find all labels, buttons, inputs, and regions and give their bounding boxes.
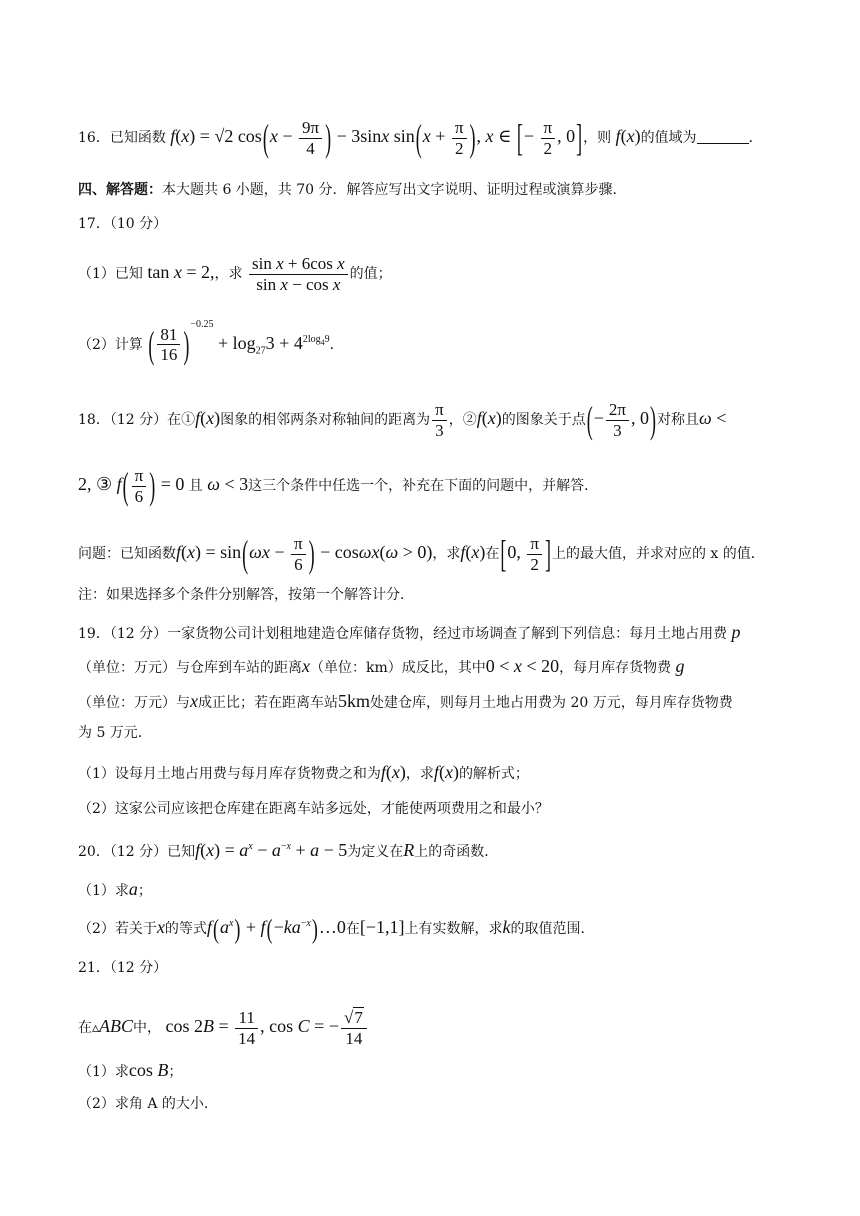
question-17-head: 17．（10 分） bbox=[78, 216, 168, 232]
question-17-part1: （1）已知 tan x = 2,，求 $\frac{\text{sin x + 6cos x}}{\text{sin x − cos x}}$ 的值； bbox=[78, 254, 392, 294]
question-19-line2: （单位：万元）与仓库到车站的距离x（单位：km）成反比，其中0 < x < 20，每月库存货物费 g bbox=[78, 656, 685, 676]
question-19-part1: （1）设每月土地占用费与每月库存货物费之和为f(x)，求f(x)的解析式； bbox=[78, 762, 529, 782]
question-21-line1: 在▵ABC中， cos 2B = $\frac{11}{14}$ , cos C = − $\frac{√7}{14}$ bbox=[78, 1008, 369, 1048]
question-20-part2: （2）若关于x的等式$f(a^x)$ + $f(-ka^{-x})\dots 0$在[−1,1]上有实数解，求k的取值范围． bbox=[78, 913, 595, 944]
question-18-problem: 问题：已知函数f(x) = sin(ωx − $\frac{\pi}{6}$ ) − cosωx(ω > 0)，求f(x)在[0, $\frac{\pi}{2}$ ]上的最大值，并求对应的 x 的值． bbox=[78, 533, 765, 576]
section-4-heading: 四、解答题：本大题共 6 小题，共 70 分．解答应写出文字说明、证明过程或演算步骤． bbox=[78, 182, 627, 198]
question-21-part1: （1）求cos B； bbox=[78, 1060, 183, 1080]
q16-formula: f(x) = √2 cos(x − $\frac{9\pi}{4}$ ) − 3sinx sin(x + $\frac{\pi}{2}$ ), x ∈ [− $\frac{\pi}{2}$ , 0] bbox=[170, 117, 583, 160]
question-20-head: 20．（12 分）已知$f(x) = a^x - a^{-x} + a - 5$为定义在R上的奇函数． bbox=[78, 840, 499, 860]
question-21-part2: （2）求角 A 的大小． bbox=[78, 1096, 218, 1112]
question-18-line1: 18．（12 分）在①f(x)图象的相邻两条对称轴间的距离为 $\frac{\pi}{3}$ ，②f(x)的图象关于点(− $\frac{2\pi}{3}$ , 0)对称且ω < bbox=[78, 399, 727, 442]
question-18-note: 注：如果选择多个条件分别解答，按第一个解答计分． bbox=[78, 587, 414, 603]
question-21-head: 21．（12 分） bbox=[78, 960, 168, 976]
question-19-part2: （2）这家公司应该把仓库建在距离车站多远处，才能使两项费用之和最小？ bbox=[78, 801, 549, 817]
question-17-part2: （2）计算 ( $\frac{81}{16}$ )$^{-0.25} + \log_{27}3 + 4^{2log_49}$． bbox=[78, 319, 344, 366]
q17-expression: ( $\frac{81}{16}$ )$^{-0.25} + \log_{27}3 + 4^{2log_49}$ bbox=[148, 319, 330, 366]
q17-fraction: $\frac{\text{sin x + 6cos x}}{\text{sin x − cos x}}$ bbox=[249, 254, 348, 294]
answer-blank bbox=[697, 143, 749, 144]
question-19-line4: 为 5 万元． bbox=[78, 725, 152, 741]
question-19-line3: （单位：万元）与x成正比；若在距离车站5km处建仓库，则每月土地占用费为 20 万元，每月库存货物费 bbox=[78, 691, 733, 711]
question-20-part1: （1）求a； bbox=[78, 879, 152, 899]
question-19-line1: 19．（12 分）一家货物公司计划租地建造仓库储存货物，经过市场调查了解到下列信息：每月土地占用费 p bbox=[78, 622, 741, 642]
question-18-line2: 2, ③ f( $\frac{\pi}{6}$ ) = 0 且 ω < 3这三个条件中任选一个，补充在下面的问题中，并解答． bbox=[78, 465, 599, 508]
question-16: 16．已知函数 f(x) = √2 cos(x − $\frac{9\pi}{4}$ ) − 3sinx sin(x + $\frac{\pi}{2}$ ), x ∈ [− $\frac{\pi}{2}$ , 0]，则 f(x)的值域为 ． bbox=[78, 117, 763, 160]
